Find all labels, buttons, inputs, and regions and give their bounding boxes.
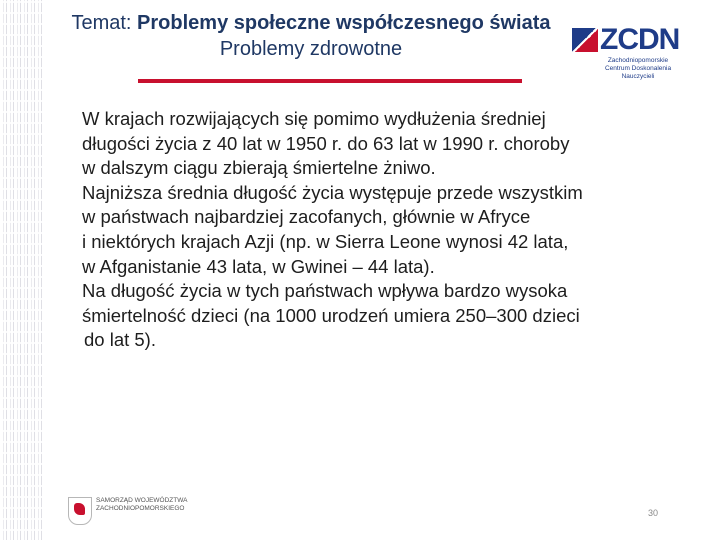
zcdn-logo-text: ZCDN bbox=[600, 23, 680, 56]
regional-government-logo bbox=[68, 495, 198, 527]
body-line: Najniższa średnia długość życia występuje przede wszystkim bbox=[82, 181, 583, 203]
body-line: w Afganistanie 43 lata, w Gwinei – 44 lata). bbox=[82, 255, 435, 277]
org-line-1: SAMORZĄD WOJEWÓDZTWA bbox=[96, 497, 188, 504]
zcdn-tagline-line-2: Centrum Doskonalenia Nauczycieli bbox=[604, 65, 672, 80]
zcdn-tagline-line-1: Zachodniopomorskie bbox=[607, 57, 669, 64]
body-line: i niektórych krajach Azji (np. w Sierra Leone wynosi 42 lata, bbox=[82, 230, 569, 252]
body-line: w dalszym ciągu zbierają śmiertelne żniwo. bbox=[82, 157, 436, 179]
title-label: Temat: bbox=[71, 12, 138, 34]
decorative-text-strip bbox=[0, 0, 44, 540]
regional-government-name bbox=[96, 497, 187, 513]
body-line: śmiertelność dzieci (na 1000 urodzeń umiera 250–300 dzieci bbox=[82, 304, 580, 326]
body-line: w państwach najbardziej zacofanych, głównie w Afryce bbox=[82, 206, 531, 228]
zcdn-logo-tagline bbox=[588, 57, 688, 81]
org-line-2: ZACHODNIOPOMORSKIEGO bbox=[96, 505, 185, 512]
page-number: 30 bbox=[648, 508, 659, 518]
body-paragraph-1 bbox=[82, 107, 682, 181]
title-topic: Problemy społeczne współczesnego świata bbox=[137, 12, 551, 34]
body-paragraph-2 bbox=[82, 181, 682, 279]
body-paragraph-3 bbox=[82, 279, 682, 353]
zcdn-logo bbox=[570, 23, 684, 80]
title-underline bbox=[138, 79, 522, 83]
slide-body bbox=[82, 107, 682, 353]
slide-subtitle: Problemy zdrowotne bbox=[219, 38, 403, 60]
coat-of-arms-icon bbox=[68, 497, 92, 525]
body-line: W krajach rozwijających się pomimo wydłużenia średniej bbox=[82, 108, 546, 129]
body-line: długości życia z 40 lat w 1950 r. do 63 lat w 1990 r. choroby bbox=[82, 132, 570, 154]
body-line: do lat 5). bbox=[84, 329, 156, 351]
slide-title bbox=[46, 10, 576, 62]
zcdn-logo-mark-icon bbox=[572, 28, 598, 52]
body-line: Na długość życia w tych państwach wpływa bardzo wysoka bbox=[82, 280, 568, 302]
